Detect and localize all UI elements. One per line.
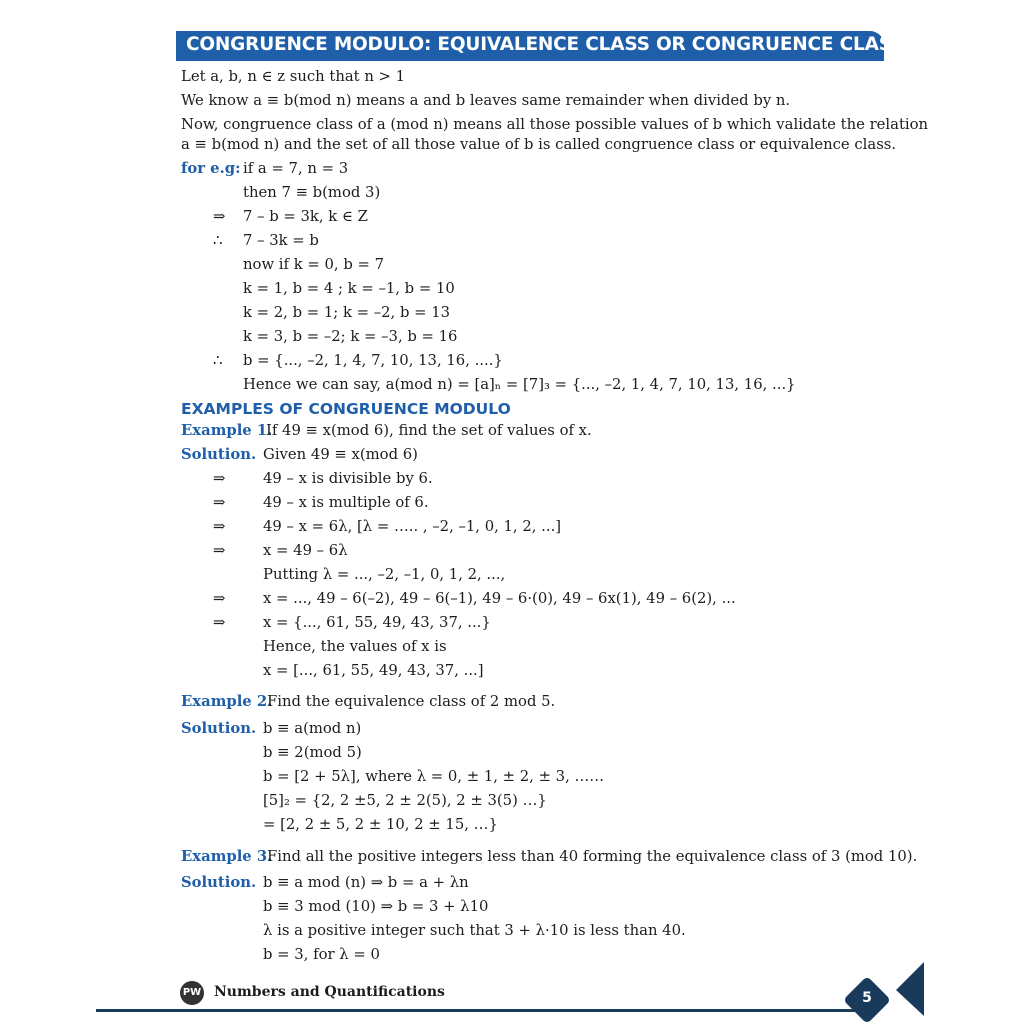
solution-line: = [2, 2 ± 5, 2 ± 10, 2 ± 15, …} (263, 816, 498, 833)
eg-line: 7 – b = 3k, k ∈ Z (243, 208, 368, 225)
implies-symbol: ⇒ (213, 470, 226, 487)
eg-line: if a = 7, n = 3 (243, 160, 349, 177)
therefore-symbol: ∴ (213, 352, 223, 369)
section-title: CONGRUENCE MODULO: EQUIVALENCE CLASS OR CONGRUENCE CLASS (186, 34, 905, 55)
solution-line: 49 – x is multiple of 6. (263, 494, 429, 511)
implies-symbol: ⇒ (213, 208, 226, 225)
implies-symbol: ⇒ (213, 614, 226, 631)
eg-line: b = {..., –2, 1, 4, 7, 10, 13, 16, ....} (243, 352, 503, 369)
solution-line: b = [2 + 5λ], where λ = 0, ± 1, ± 2, ± 3, …… (263, 768, 605, 785)
implies-symbol: ⇒ (213, 518, 226, 535)
corner-decoration (890, 960, 930, 1020)
solution-label: Solution. (181, 720, 257, 737)
intro-line: Now, congruence class of a (mod n) means all those possible values of b which validate the relation (181, 116, 929, 133)
pw-logo: PW (180, 981, 204, 1005)
solution-line: b ≡ 2(mod 5) (263, 744, 362, 761)
footer-rule (96, 1009, 856, 1012)
solution-line: 49 – x is divisible by 6. (263, 470, 433, 487)
solution-line: Hence, the values of x is (263, 638, 447, 655)
implies-symbol: ⇒ (213, 542, 226, 559)
example-label: Example 1. (181, 422, 273, 439)
implies-symbol: ⇒ (213, 494, 226, 511)
eg-line: now if k = 0, b = 7 (243, 256, 385, 273)
solution-label: Solution. (181, 446, 257, 463)
intro-line: Let a, b, n ∈ z such that n > 1 (181, 68, 406, 85)
eg-line: k = 3, b = –2; k = –3, b = 16 (243, 328, 458, 345)
eg-line: 7 – 3k = b (243, 232, 319, 249)
solution-line: b = 3, for λ = 0 (263, 946, 380, 963)
section-banner (176, 31, 905, 61)
intro-line: a ≡ b(mod n) and the set of all those value of b is called congruence class or equivalence class. (181, 136, 897, 153)
eg-line: then 7 ≡ b(mod 3) (243, 184, 381, 201)
eg-line: k = 2, b = 1; k = –2, b = 13 (243, 304, 451, 321)
solution-label: Solution. (181, 874, 257, 891)
example-question: Find all the positive integers less than 40 forming the equivalence class of 3 (mod 10). (267, 848, 918, 865)
therefore-symbol: ∴ (213, 232, 223, 249)
eg-line: k = 1, b = 4 ; k = –1, b = 10 (243, 280, 455, 297)
solution-line: b ≡ a(mod n) (263, 720, 362, 737)
example-label: Example 2. (181, 693, 273, 710)
solution-line: b ≡ 3 mod (10) ⇒ b = 3 + λ10 (263, 898, 489, 915)
solution-line: b ≡ a mod (n) ⇒ b = a + λn (263, 874, 469, 891)
solution-line: Putting λ = ..., –2, –1, 0, 1, 2, ..., (263, 566, 506, 583)
solution-line: x = 49 – 6λ (263, 542, 348, 559)
solution-line: x = ..., 49 – 6(–2), 49 – 6(–1), 49 – 6·(0), 49 – 6x(1), 49 – 6(2), ... (263, 590, 736, 607)
solution-line: [5]₂ = {2, 2 ±5, 2 ± 2(5), 2 ± 3(5) …} (263, 792, 547, 809)
example-question: Find the equivalence class of 2 mod 5. (267, 693, 556, 710)
example-label: Example 3. (181, 848, 273, 865)
eg-line: Hence we can say, a(mod n) = [a]ₙ = [7]₃ = {..., –2, 1, 4, 7, 10, 13, 16, ...} (243, 376, 796, 393)
solution-line: x = {..., 61, 55, 49, 43, 37, ...} (263, 614, 491, 631)
implies-symbol: ⇒ (213, 590, 226, 607)
intro-line: We know a ≡ b(mod n) means a and b leaves same remainder when divided by n. (181, 92, 791, 109)
footer-title: Numbers and Quantifications (214, 984, 445, 1000)
page-number: 5 (862, 990, 872, 1006)
solution-line: 49 – x = 6λ, [λ = ….. , –2, –1, 0, 1, 2, ...] (263, 518, 562, 535)
eg-label: for e.g: (181, 160, 241, 177)
solution-line: x = [..., 61, 55, 49, 43, 37, ...] (263, 662, 484, 679)
examples-heading: EXAMPLES OF CONGRUENCE MODULO (181, 400, 511, 418)
example-question: If 49 ≡ x(mod 6), find the set of values of x. (266, 422, 592, 439)
solution-line: Given 49 ≡ x(mod 6) (263, 446, 418, 463)
solution-line: λ is a positive integer such that 3 + λ·10 is less than 40. (263, 922, 686, 939)
